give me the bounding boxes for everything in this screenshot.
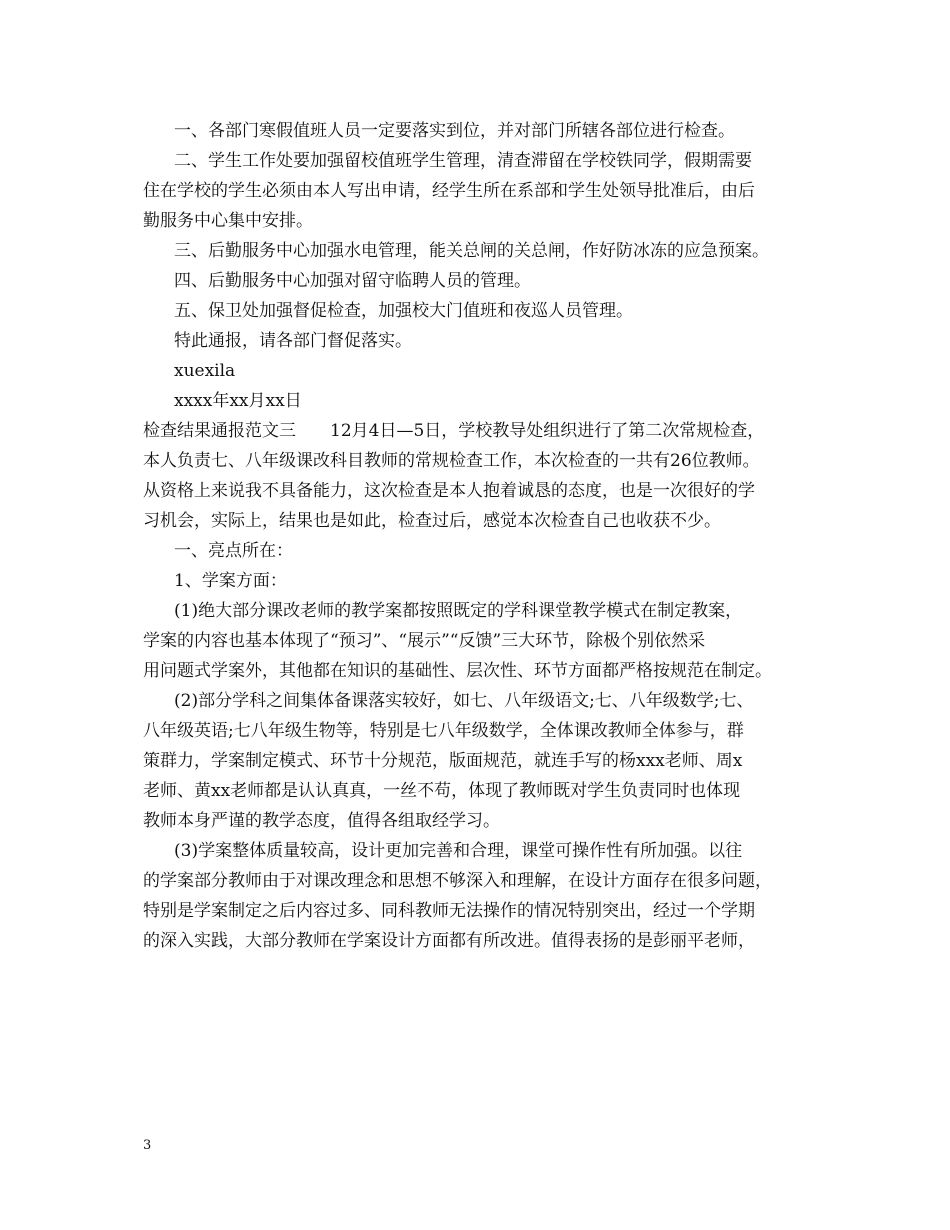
signature-line: xuexila — [174, 361, 236, 381]
date-line: xxxx年xx月xx日 — [174, 391, 302, 411]
paragraph-line: 五、保卫处加强督促检查，加强校大门值班和夜巡人员管理。 — [174, 301, 633, 321]
paragraph-line: (2)部分学科之间集体备课落实较好，如七、八年级语文;七、八年级数学;七、 — [174, 691, 754, 711]
paragraph-line: 的学案部分教师由于对课改理念和思想不够深入和理解，在设计方面存在很多问题， — [143, 871, 772, 891]
section-title: 检查结果通报范文三 — [143, 421, 296, 441]
subheading-line: 一、亮点所在： — [174, 541, 293, 561]
paragraph-line: 勤服务中心集中安排。 — [143, 211, 313, 231]
paragraph-line: 的深入实践，大部分教师在学案设计方面都有所改进。值得表扬的是彭丽平老师， — [143, 931, 755, 951]
paragraph-line: 四、后勤服务中心加强对留守临聘人员的管理。 — [174, 271, 531, 291]
section-heading-line — [143, 416, 823, 446]
paragraph-line: 八年级英语;七八年级生物等，特别是七八年级数学，全体课改教师全体参与，群 — [143, 721, 744, 741]
paragraph-line: 教师本身严谨的教学态度，值得各组取经学习。 — [143, 811, 500, 831]
paragraph-line: 一、各部门寒假值班人员一定要落实到位，并对部门所辖各部位进行检查。 — [174, 121, 735, 141]
paragraph-line: 学案的内容也基本体现了“预习”、“展示”“反馈”三大环节，除极个别依然采 — [143, 631, 706, 651]
paragraph-line: 三、后勤服务中心加强水电管理，能关总闸的关总闸，作好防冰冻的应急预案。 — [174, 241, 769, 261]
paragraph-line: 特别是学案制定之后内容过多、同科教师无法操作的情况特别突出，经过一个学期 — [143, 901, 755, 921]
closing-line: 特此通报，请各部门督促落实。 — [174, 331, 412, 351]
paragraph-line: 本人负责七、八年级课改科目教师的常规检查工作，本次检查的一共有26位教师。 — [143, 451, 760, 471]
paragraph-line: 二、学生工作处要加强留校值班学生管理，清查滞留在学校铁同学，假期需要 — [174, 151, 752, 171]
subheading-line: 1、学案方面： — [174, 571, 287, 591]
paragraph-line: 用问题式学案外，其他都在知识的基础性、层次性、环节方面都严格按规范在制定。 — [143, 661, 772, 681]
paragraph-line: 老师、黄xx老师都是认认真真，一丝不苟，体现了教师既对学生负责同时也体现 — [143, 781, 741, 801]
page-number: 3 — [143, 1138, 152, 1153]
section-intro-text: 12月4日—5日，学校教导处组织进行了第二次常规检查， — [330, 421, 765, 441]
paragraph-line: 从资格上来说我不具备能力，这次检查是本人抱着诚恳的态度，也是一次很好的学 — [143, 481, 755, 501]
paragraph-line: (3)学案整体质量较高，设计更加完善和合理，课堂可操作性有所加强。以往 — [174, 841, 743, 861]
document-body — [143, 116, 823, 956]
paragraph-line: 习机会，实际上，结果也是如此，检查过后，感觉本次检查自己也收获不少。 — [143, 511, 721, 531]
paragraph-line: 住在学校的学生必须由本人写出申请，经学生所在系部和学生处领导批准后，由后 — [143, 181, 755, 201]
paragraph-line: 策群力，学案制定模式、环节十分规范，版面规范，就连手写的杨xxx老师、周x — [143, 751, 743, 771]
paragraph-line: (1)绝大部分课改老师的教学案都按照既定的学科课堂教学模式在制定教案， — [174, 601, 743, 621]
